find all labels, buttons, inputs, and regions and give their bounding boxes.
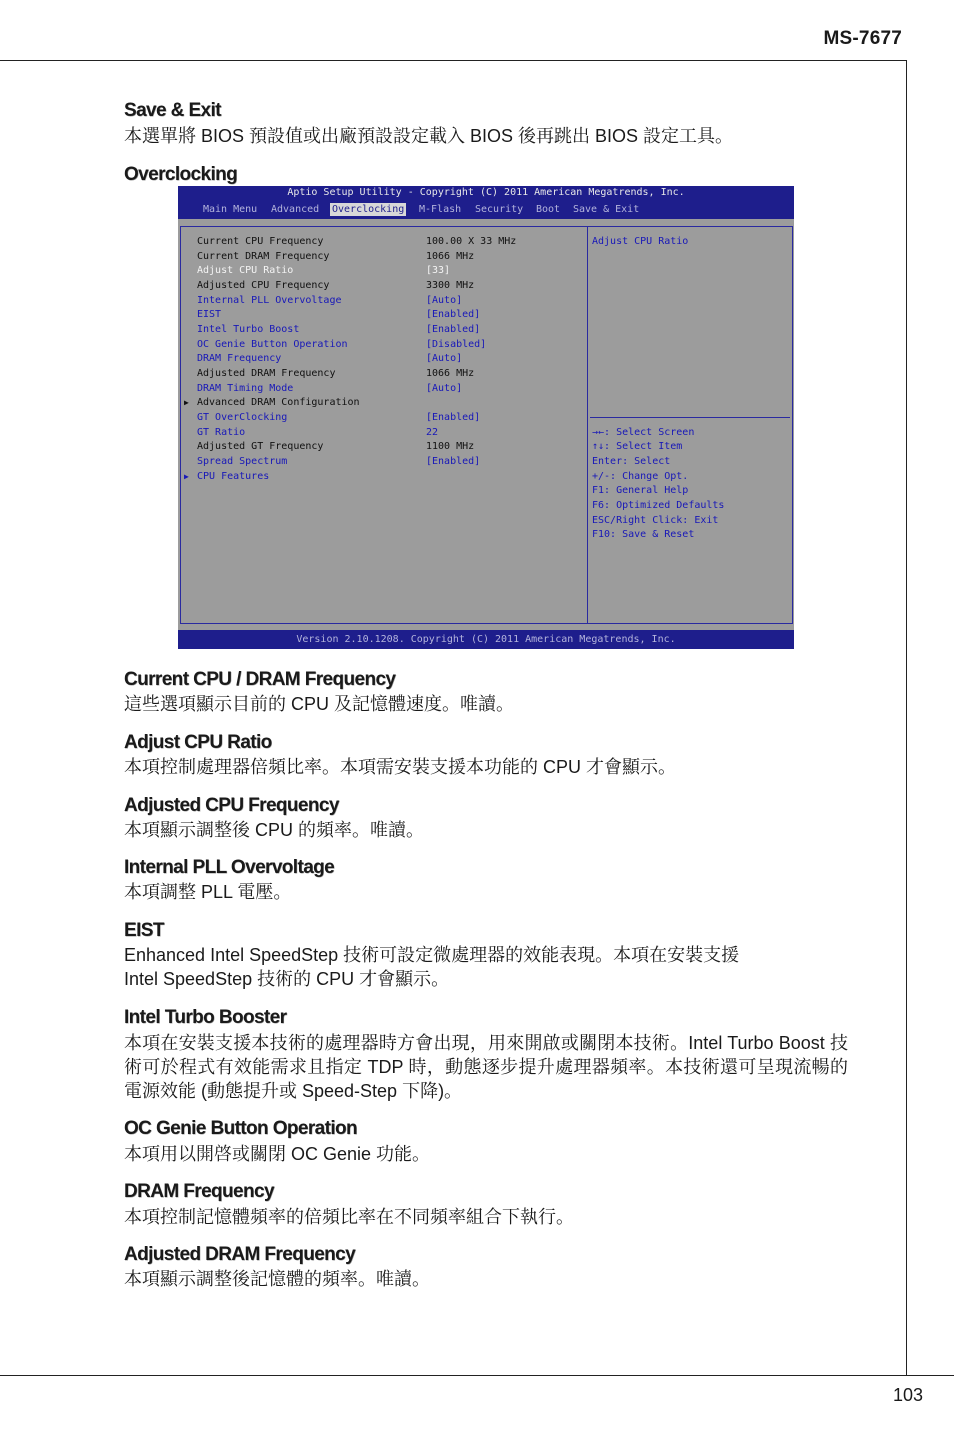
bios-menu-mflash[interactable]: M-Flash: [419, 204, 462, 215]
turbo-text: 本項在安裝支援本技術的處理器時方會出現，用來開啟或關閉本技術。Intel Turbo Boost 技術可於程式有效能需求且指定 TDP 時，動態逐步提升處理器頻率。本技術還可呈現流暢的電源效能 (動態提升或 Speed-Step 下降)。: [124, 1033, 848, 1101]
bios-row-value: 1066 MHz: [426, 368, 475, 379]
dram-freq-heading: DRAM Frequency: [124, 1181, 274, 1202]
bios-row-label: Adjust CPU Ratio: [197, 265, 294, 276]
internal-pll-text: 本項調整 PLL 電壓。: [124, 882, 292, 902]
bios-row-label: Current DRAM Frequency: [197, 251, 330, 262]
bios-row-label: EIST: [197, 309, 222, 320]
bios-row-value: [Disabled]: [426, 339, 487, 350]
bios-row-value: 1100 MHz: [426, 441, 475, 452]
bios-screenshot: [178, 186, 794, 649]
bios-key-hint: ↑↓: Select Item: [592, 441, 683, 452]
bios-row-label: GT Ratio: [197, 427, 246, 438]
bios-row-label: Intel Turbo Boost: [197, 324, 300, 335]
bios-row-value: [Enabled]: [426, 324, 481, 335]
save-exit-text: 本選單將 BIOS 預設值或出廠預設設定載入 BIOS 後再跳出 BIOS 設定工具。: [124, 126, 734, 146]
bios-row-value: [Auto]: [426, 383, 463, 394]
bios-menu-overclocking[interactable]: Overclocking: [332, 204, 405, 215]
bios-row-label: Advanced DRAM Configuration: [197, 397, 360, 408]
oc-genie-text: 本項用以開啓或關閉 OC Genie 功能。: [124, 1144, 431, 1164]
bios-menu-boot[interactable]: Boot: [536, 204, 561, 215]
bios-row-value: [Auto]: [426, 353, 463, 364]
margin-rule: [906, 60, 907, 1376]
bios-menu-save-exit[interactable]: Save & Exit: [573, 204, 640, 215]
bios-footer-bar: Version 2.10.1208. Copyright (C) 2011 American Megatrends, Inc.: [178, 630, 794, 649]
bios-menu-bar: [178, 200, 794, 219]
adjusted-cpu-freq-heading: Adjusted CPU Frequency: [124, 795, 339, 816]
oc-genie-heading: OC Genie Button Operation: [124, 1118, 358, 1139]
overclocking-heading: Overclocking: [124, 164, 238, 185]
bios-row-value: 22: [426, 427, 439, 438]
bios-row-value: [Auto]: [426, 295, 463, 306]
turbo-heading: Intel Turbo Booster: [124, 1007, 287, 1028]
bios-panel-divider: [587, 226, 588, 623]
bios-row-value: 1066 MHz: [426, 251, 475, 262]
adjusted-cpu-freq-text: 本項顯示調整後 CPU 的頻率。唯讀。: [124, 820, 425, 840]
bios-menu-advanced[interactable]: Advanced: [271, 204, 320, 215]
bios-key-hint: →←: Select Screen: [592, 427, 695, 438]
bios-row-value: [Enabled]: [426, 456, 481, 467]
bios-row-label: Current CPU Frequency: [197, 236, 324, 247]
bios-row-label: CPU Features: [197, 471, 270, 482]
bios-row-value: 3300 MHz: [426, 280, 475, 291]
cpu-dram-freq-heading: Current CPU / DRAM Frequency: [124, 669, 396, 690]
eist-heading: EIST: [124, 920, 164, 941]
internal-pll-heading: Internal PLL Overvoltage: [124, 857, 335, 878]
submenu-arrow-icon: ▶: [184, 472, 189, 481]
adjust-cpu-ratio-text: 本項控制處理器倍頻比率。本項需安裝支援本功能的 CPU 才會顯示。: [124, 757, 677, 777]
bios-key-hint: F6: Optimized Defaults: [592, 500, 725, 511]
adjusted-dram-heading: Adjusted DRAM Frequency: [124, 1244, 356, 1265]
bios-menu-security[interactable]: Security: [475, 204, 524, 215]
bios-row-label: DRAM Frequency: [197, 353, 282, 364]
bios-menu-main[interactable]: Main Menu: [203, 204, 258, 215]
page-number: 103: [892, 1385, 923, 1405]
bios-row-label: Adjusted CPU Frequency: [197, 280, 330, 291]
bios-row-value: [Enabled]: [426, 309, 481, 320]
bios-key-hint: +/-: Change Opt.: [592, 471, 689, 482]
bios-row-value: [Enabled]: [426, 412, 481, 423]
cpu-dram-freq-text: 這些選項顯示目前的 CPU 及記憶體速度。唯讀。: [124, 694, 515, 714]
bios-title-bar: Aptio Setup Utility - Copyright (C) 2011 American Megatrends, Inc.: [178, 186, 794, 200]
model-number: MS-7677: [823, 28, 902, 49]
save-exit-heading: Save & Exit: [124, 100, 221, 121]
bios-row-label: Internal PLL Overvoltage: [197, 295, 342, 306]
adjust-cpu-ratio-heading: Adjust CPU Ratio: [124, 732, 272, 753]
header-rule: [0, 60, 907, 61]
bios-row-label: Spread Spectrum: [197, 456, 288, 467]
dram-freq-text: 本項控制記憶體頻率的倍頻比率在不同頻率組合下執行。: [124, 1207, 574, 1227]
bios-row-label: DRAM Timing Mode: [197, 383, 294, 394]
bios-row-value: [33]: [426, 265, 451, 276]
eist-text-line1: Enhanced Intel SpeedStep 技術可設定微處理器的效能表現。本項在安裝支援: [124, 945, 740, 965]
eist-text-line2: Intel SpeedStep 技術的 CPU 才會顯示。: [124, 969, 450, 989]
bios-row-label: GT OverClocking: [197, 412, 288, 423]
bios-row-label: Adjusted DRAM Frequency: [197, 368, 336, 379]
submenu-arrow-icon: ▶: [184, 398, 189, 407]
bios-key-hint: Enter: Select: [592, 456, 671, 467]
bios-key-hint: ESC/Right Click: Exit: [592, 515, 719, 526]
bios-help-divider: [590, 417, 790, 418]
footer-rule: [0, 1375, 954, 1376]
bios-key-hint: F1: General Help: [592, 485, 689, 496]
bios-help-title: Adjust CPU Ratio: [592, 236, 689, 247]
bios-row-label: Adjusted GT Frequency: [197, 441, 324, 452]
bios-key-hint: F10: Save & Reset: [592, 529, 695, 540]
bios-row-label: OC Genie Button Operation: [197, 339, 348, 350]
bios-row-value: 100.00 X 33 MHz: [426, 236, 517, 247]
adjusted-dram-text: 本項顯示調整後記憶體的頻率。唯讀。: [124, 1269, 430, 1289]
